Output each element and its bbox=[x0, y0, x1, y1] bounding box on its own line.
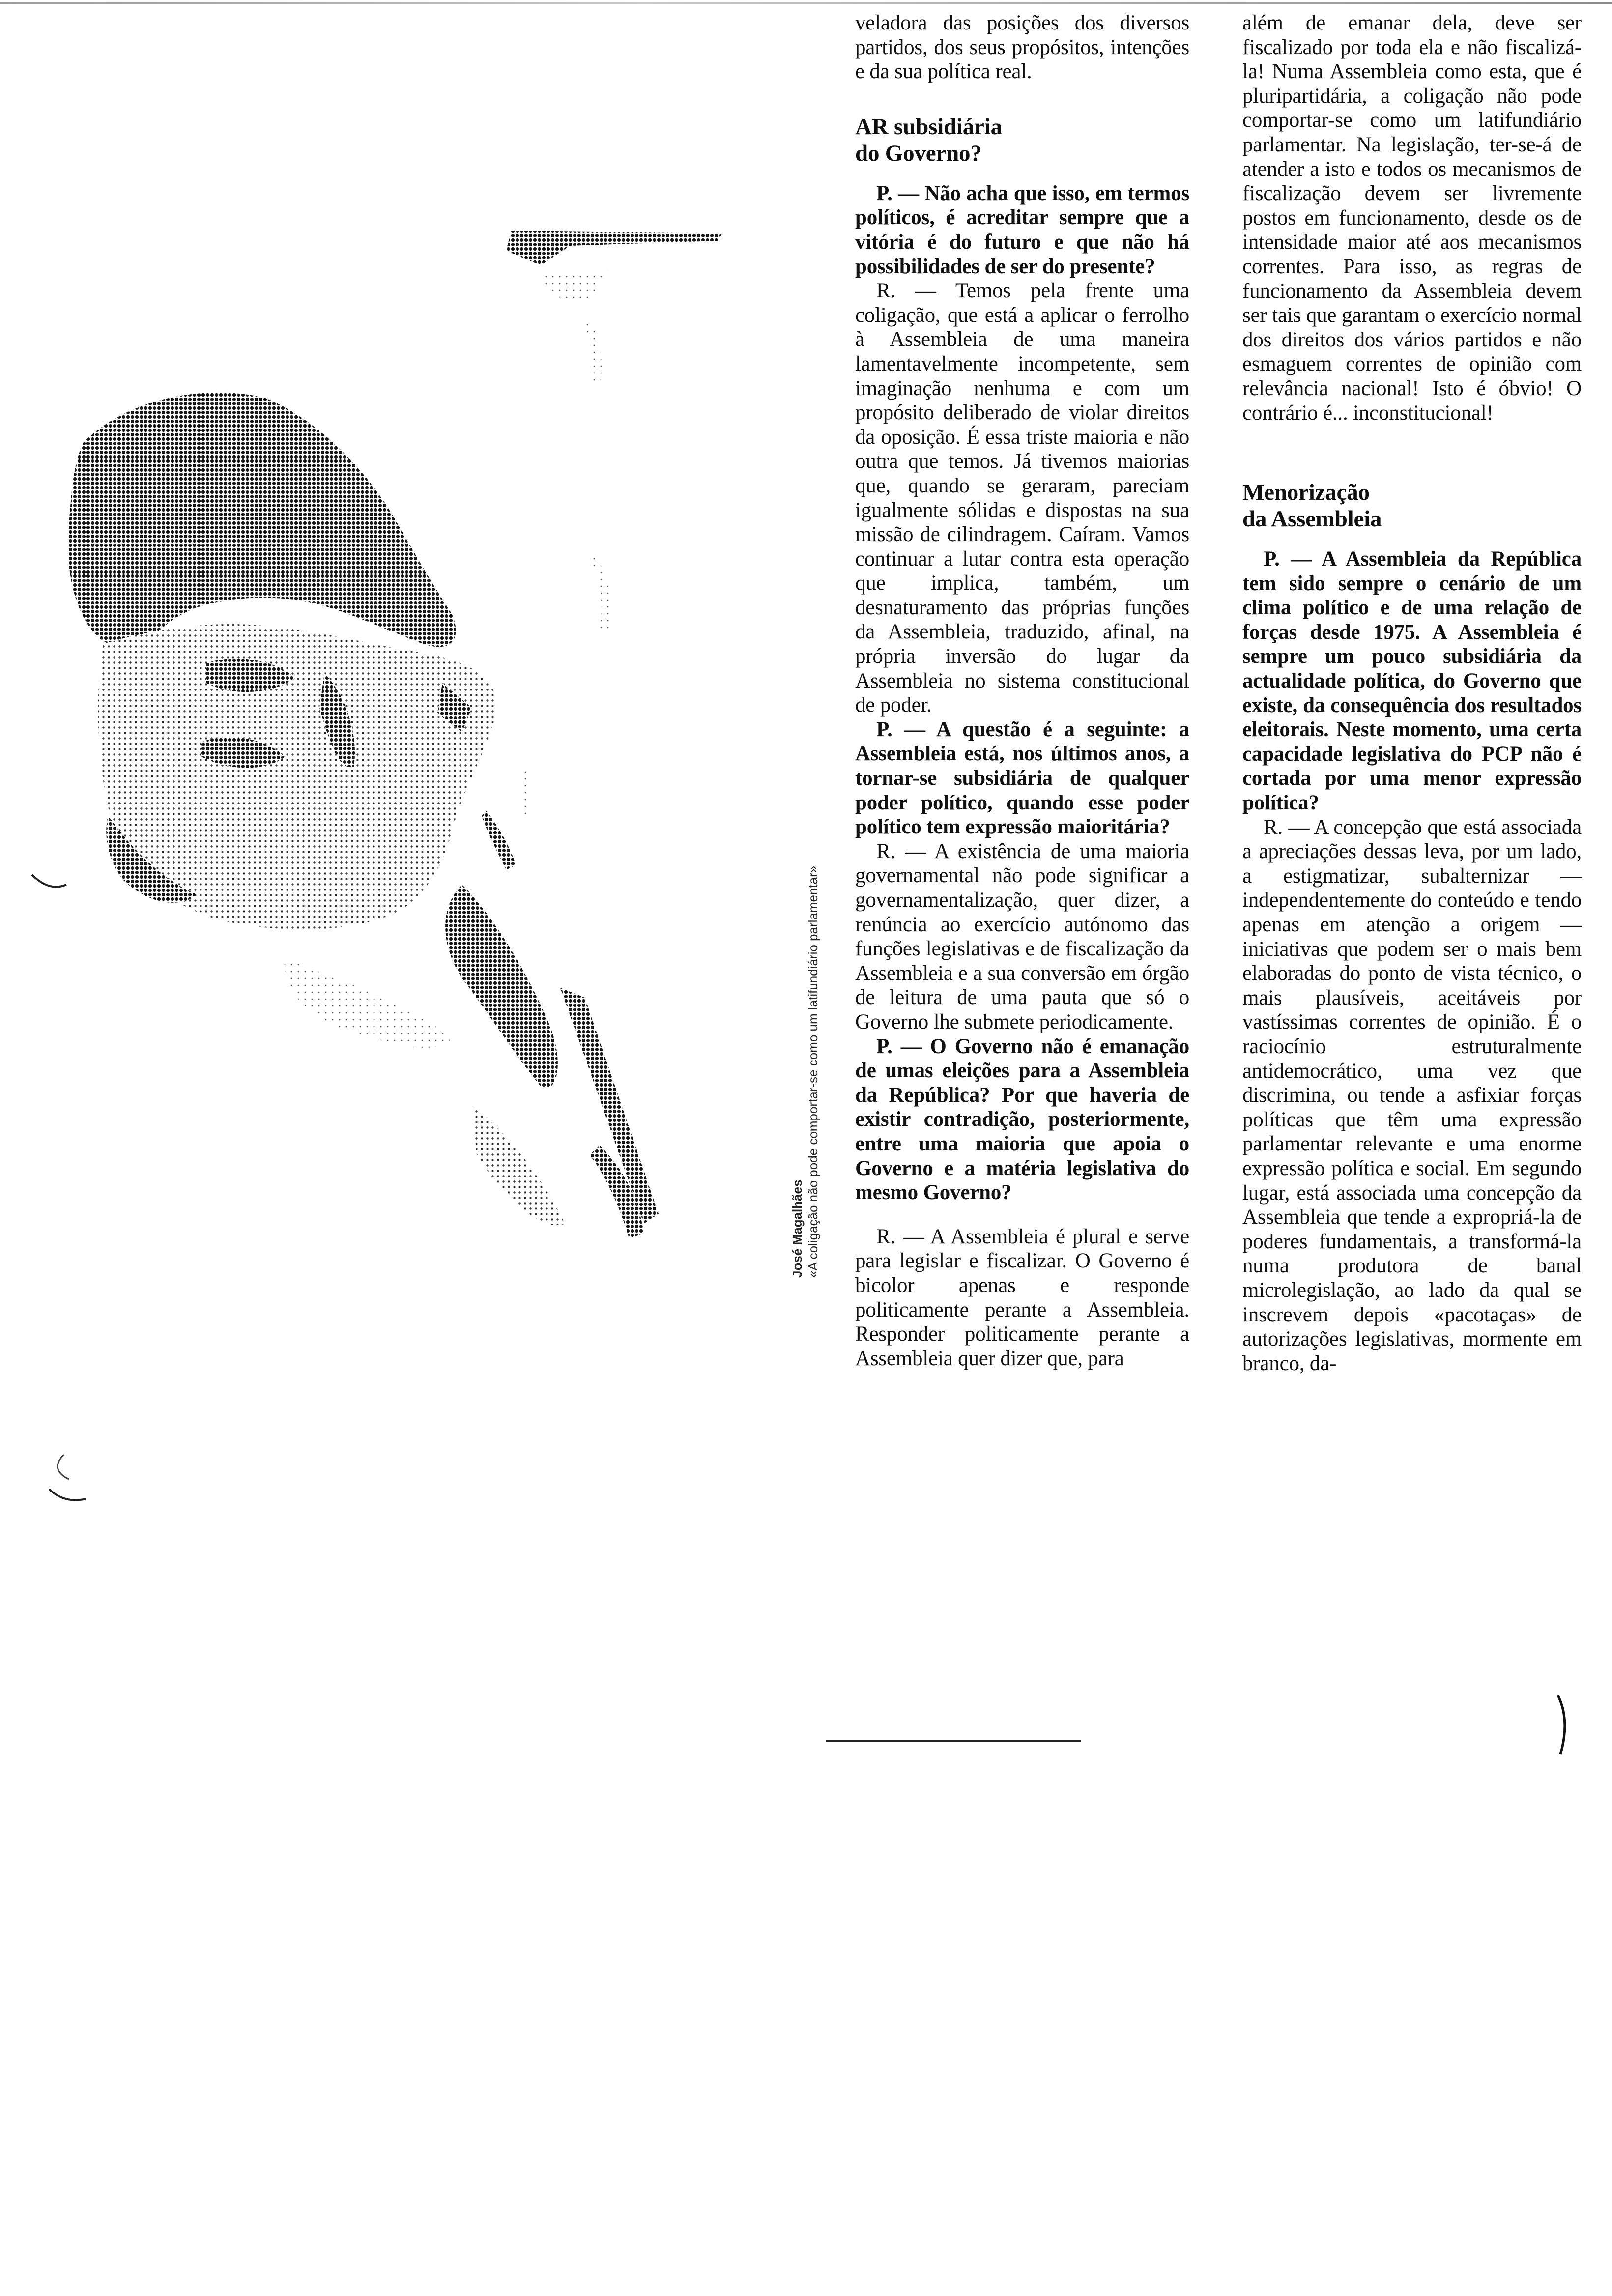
col1-lead: veladora das posições dos diversos partidos, dos seus propósitos, intenções e da sua política real. bbox=[855, 11, 1189, 84]
col1-answer-3: R. — A Assembleia é plural e serve para legislar e fiscalizar. O Governo é bicolor apenas e responde politicamente perante a Assembleia. Responder politicamente perante a Assembleia quer dizer que, para bbox=[855, 1225, 1189, 1370]
col1-answer-2: R. — A existência de uma maioria governamental não pode significar a governamentalização, quer dizer, a renúncia ao exercício autónomo das funções legislativas e de fiscalização da Assembleia e a sua conversão em órgão de leitura de uma pauta que só o Governo lhe submete periodicamente. bbox=[855, 839, 1189, 1033]
article-column-1 bbox=[855, 11, 1189, 1371]
col2-subheading-line2: da Assembleia bbox=[1242, 506, 1382, 532]
col1-question-3: P. — O Governo não é emanação de umas eleições para a Assembleia da República? Por que haveria de existir contradição, posteriormente, entre uma maioria que apoia o Governo e a matéria legislativa do mesmo Governo? bbox=[855, 1034, 1189, 1205]
col1-subheading bbox=[855, 114, 1189, 167]
col1-question-2: P. — A questão é a seguinte: a Assembleia está, nos últimos anos, a tornar-se subsidiária de qualquer poder político, quando esse poder político tem expressão maioritária? bbox=[855, 718, 1189, 839]
col2-question-1: P. — A Assembleia da República tem sido sempre o cenário de um clima político e de uma relação de forças desde 1975. A Assembleia é sempre um pouco subsidiária da actualidade política, do Governo que existe, da consequência dos resultados eleitorais. Neste momento, uma certa capacidade legislativa do PCP não é cortada por uma menor expressão política? bbox=[1242, 547, 1582, 815]
portrait-photo bbox=[20, 211, 786, 1307]
col2-subheading bbox=[1242, 479, 1582, 532]
col2-lead: além de emanar dela, deve ser fiscalizado por toda ela e não fiscalizá-la! Numa Assembleia como esta, que é pluripartidária, a coligação não pode comportar-se como um latifundiário parlamentar. Na legislação, ter-se-á de atender a isto e todos os mecanismos de fiscalização devem ser livremente postos em funcionamento, desde os de intensidade maior até aos mecanismos correntes. Para isso, as regras de funcionamento da Assembleia devem ser tais que garantam o exercício normal dos direitos dos vários partidos e não esmaguem correntes de opinião com relevância nacional! Isto é óbvio! O contrário é... inconstitucional! bbox=[1242, 11, 1582, 425]
col2-subheading-line1: Menorização bbox=[1242, 480, 1370, 506]
portrait-hair bbox=[68, 393, 456, 648]
photo-caption bbox=[789, 673, 821, 1278]
col1-spacer bbox=[855, 1205, 1189, 1225]
col1-subheading-line1: AR subsidiária bbox=[855, 114, 1002, 140]
scan-mark-top bbox=[29, 865, 69, 894]
column-end-rule bbox=[826, 1740, 1081, 1742]
photo-edge-mark bbox=[506, 231, 722, 265]
col2-answer-1: R. — A concepção que está associada a apreciações dessas leva, por um lado, a estigmatizar, subalternizar — independentemente do conteúdo e tendo apenas em atenção a origem — iniciativas que podem ser o mais bem elaboradas do ponto de vista técnico, o mais plausíveis, aceitáveis por vastíssimas correntes de opinião. É o raciocínio estruturalmente antidemocrático, uma vez que discrimina, ou tende a asfixiar forças políticas que têm uma expressão parlamentar relevante e uma enorme expressão política e social. Em segundo lugar, está associada uma concepção da Assembleia que tende a expropriá-la de poderes fundamentais, a transformá-la numa produtora de banal microlegislação, ao lado da qual se inscrevem depois «pacotaças» de autorizações legislativas, mormente em branco, da- bbox=[1242, 815, 1582, 1375]
caption-quote: «A coligação não pode comportar-se como um latifundiário parlamentar» bbox=[806, 865, 820, 1278]
col1-question-1: P. — Não acha que isso, em termos políticos, é acreditar sempre que a vitória é do futuro e que não há possibilidades de ser do presente? bbox=[855, 181, 1189, 278]
col1-answer-1: R. — Temos pela frente uma coligação, que está a aplicar o ferrolho à Assembleia de uma maneira lamentavelmente incompetente, sem imaginação nenhuma e com um propósito deliberado de violar direitos da oposição. É essa triste maioria e não outra que temos. Já tivemos maiorias que, quando se geraram, pareciam igualmente sólidas e dispostas na sua missão de cilindragem. Caíram. Vamos continuar a lutar contra esta operação que implica, também, um desnaturamento das próprias funções da Assembleia, traduzido, afinal, na própria inversão do lugar da Assembleia no sistema constitucional de poder. bbox=[855, 279, 1189, 717]
continuation-bracket bbox=[1548, 1691, 1578, 1759]
caption-name: José Magalhães bbox=[790, 1179, 805, 1278]
top-scan-edge bbox=[0, 2, 1612, 4]
article-column-2 bbox=[1242, 11, 1582, 1376]
col1-subheading-line2: do Governo? bbox=[855, 140, 982, 166]
portrait-collar bbox=[445, 885, 558, 1088]
scan-mark-bottom bbox=[44, 1450, 88, 1519]
